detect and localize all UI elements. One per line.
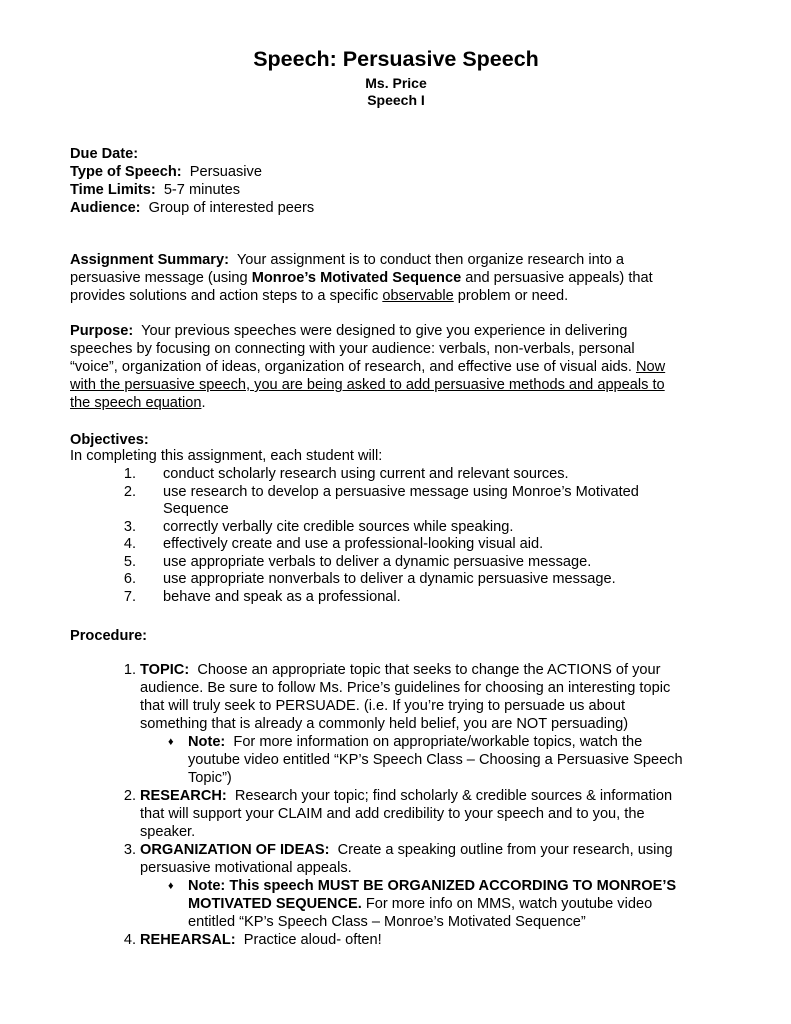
step-text: Choose an appropriate topic that seeks to change the ACTIONS of your <box>197 662 661 678</box>
purpose-label: Purpose: <box>70 323 134 339</box>
objective-item <box>70 588 722 606</box>
summary-text: provides solutions and action steps to a specific <box>70 288 383 304</box>
type-label: Type of Speech: <box>70 164 182 180</box>
audience-value: Group of interested peers <box>148 200 315 216</box>
purpose-underline: with the persuasive speech, you are being asked to add persuasive methods and appeals to <box>70 377 665 393</box>
objective-item <box>70 500 722 518</box>
procedure-step <box>70 931 722 949</box>
type-value: Persuasive <box>189 164 262 180</box>
note-text: For more information on appropriate/workable topics, watch the <box>233 734 643 750</box>
objective-text: behave and speak as a professional. <box>163 588 401 605</box>
step-number: 3. <box>123 842 136 858</box>
procedure-step <box>70 787 722 805</box>
time-value: 5-7 minutes <box>163 182 241 198</box>
step-text: Practice aloud- often! <box>243 932 382 948</box>
note-text: youtube video entitled “KP’s Speech Class – Choosing a Persuasive Speech <box>188 752 683 768</box>
purpose-text: “voice”, organization of ideas, organization of research, and effective use of visual aids. <box>70 359 636 375</box>
objective-text: Sequence <box>163 501 229 517</box>
step-text: something that is already a commonly held belief, you are NOT persuading) <box>140 716 629 732</box>
objective-item <box>70 465 722 483</box>
purpose-text: Your previous speeches were designed to give you experience in delivering <box>141 323 628 339</box>
step-text: Research your topic; find scholarly & credible sources & information <box>234 788 673 804</box>
note-item <box>70 733 722 751</box>
summary-text: problem or need. <box>453 288 569 304</box>
objective-text: use research to develop a persuasive message using Monroe’s Motivated <box>163 483 639 500</box>
procedure-step <box>70 661 722 679</box>
assignment-summary <box>70 251 722 305</box>
note-label: Note: <box>188 734 226 750</box>
purpose-underline: Now <box>635 359 666 375</box>
procedure-heading-block <box>70 627 722 645</box>
teacher-name: Ms. Price <box>365 75 427 91</box>
diamond-bullet-icon: ♦ <box>168 736 174 748</box>
objective-item <box>70 483 722 501</box>
step-number: 1. <box>123 662 136 678</box>
note-text: entitled “KP’s Speech Class – Monroe’s Motivated Sequence” <box>188 914 586 930</box>
summary-label: Assignment Summary: <box>70 252 229 268</box>
objectives-list <box>70 465 722 605</box>
objective-number: 5. <box>123 553 136 570</box>
step-label: REHEARSAL: <box>140 932 236 948</box>
objective-item <box>70 518 722 536</box>
time-label: Time Limits: <box>70 182 156 198</box>
step-text: Create a speaking outline from your research, using <box>337 842 673 858</box>
procedure-list <box>70 661 722 949</box>
objectives-section <box>70 431 722 465</box>
note-item <box>70 877 722 895</box>
audience-label: Audience: <box>70 200 141 216</box>
objective-item <box>70 553 722 571</box>
step-number: 4. <box>123 932 136 948</box>
objective-item <box>70 570 722 588</box>
step-label: RESEARCH: <box>140 788 227 804</box>
objective-number: 2. <box>123 483 136 500</box>
assignment-details <box>70 145 722 217</box>
due-date-label: Due Date: <box>70 146 139 162</box>
objective-text: use appropriate nonverbals to deliver a dynamic persuasive message. <box>163 571 616 587</box>
summary-underline: observable <box>382 288 454 304</box>
objective-number: 6. <box>123 571 136 587</box>
summary-text: persuasive message (using <box>70 270 252 286</box>
document-title: Speech: Persuasive Speech <box>253 47 539 71</box>
diamond-bullet-icon: ♦ <box>168 880 174 892</box>
objective-text: use appropriate verbals to deliver a dynamic persuasive message. <box>163 553 592 570</box>
purpose-underline: the speech equation <box>70 395 202 411</box>
procedure-label: Procedure: <box>70 628 148 644</box>
summary-text: and persuasive appeals) that <box>461 270 653 286</box>
objective-number: 3. <box>123 518 136 535</box>
summary-text: Your assignment is to conduct then organize research into a <box>236 252 625 268</box>
course-name: Speech I <box>367 92 425 108</box>
step-text: that will truly seek to PERSUADE. (i.e. If you’re trying to persuade us about <box>140 698 626 714</box>
purpose-text: . <box>201 395 206 411</box>
note-emphasis: Note: This speech MUST BE ORGANIZED ACCORDING TO MONROE’S <box>188 878 677 894</box>
step-label: TOPIC: <box>140 662 190 678</box>
objective-number: 7. <box>123 588 136 605</box>
objective-text: effectively create and use a professional-looking visual aid. <box>163 536 544 552</box>
objectives-intro: In completing this assignment, each student will: <box>70 448 383 464</box>
objective-number: 4. <box>123 536 136 552</box>
note-emphasis: MOTIVATED SEQUENCE. <box>188 896 362 912</box>
objective-text: conduct scholarly research using current and relevant sources. <box>163 466 569 482</box>
objectives-label: Objectives: <box>70 432 149 448</box>
objective-text: correctly verbally cite credible sources while speaking. <box>163 518 514 535</box>
note-text: Topic”) <box>188 770 232 786</box>
step-text: audience. Be sure to follow Ms. Price’s guidelines for choosing an interesting topic <box>140 680 671 696</box>
purpose-text: speeches by focusing on connecting with your audience: verbals, non-verbals, personal <box>70 341 635 357</box>
objective-number: 1. <box>123 466 136 482</box>
procedure-step <box>70 841 722 859</box>
purpose-section <box>70 322 722 412</box>
objective-item <box>70 535 722 553</box>
note-text: For more info on MMS, watch youtube video <box>361 896 653 912</box>
step-text: persuasive motivational appeals. <box>140 860 352 876</box>
summary-emphasis: Monroe’s Motivated Sequence <box>251 270 462 286</box>
step-text: that will support your CLAIM and add credibility to your speech and to you, the <box>140 806 645 822</box>
step-label: ORGANIZATION OF IDEAS: <box>140 842 330 858</box>
step-text: speaker. <box>140 824 196 840</box>
step-number: 2. <box>123 788 136 804</box>
